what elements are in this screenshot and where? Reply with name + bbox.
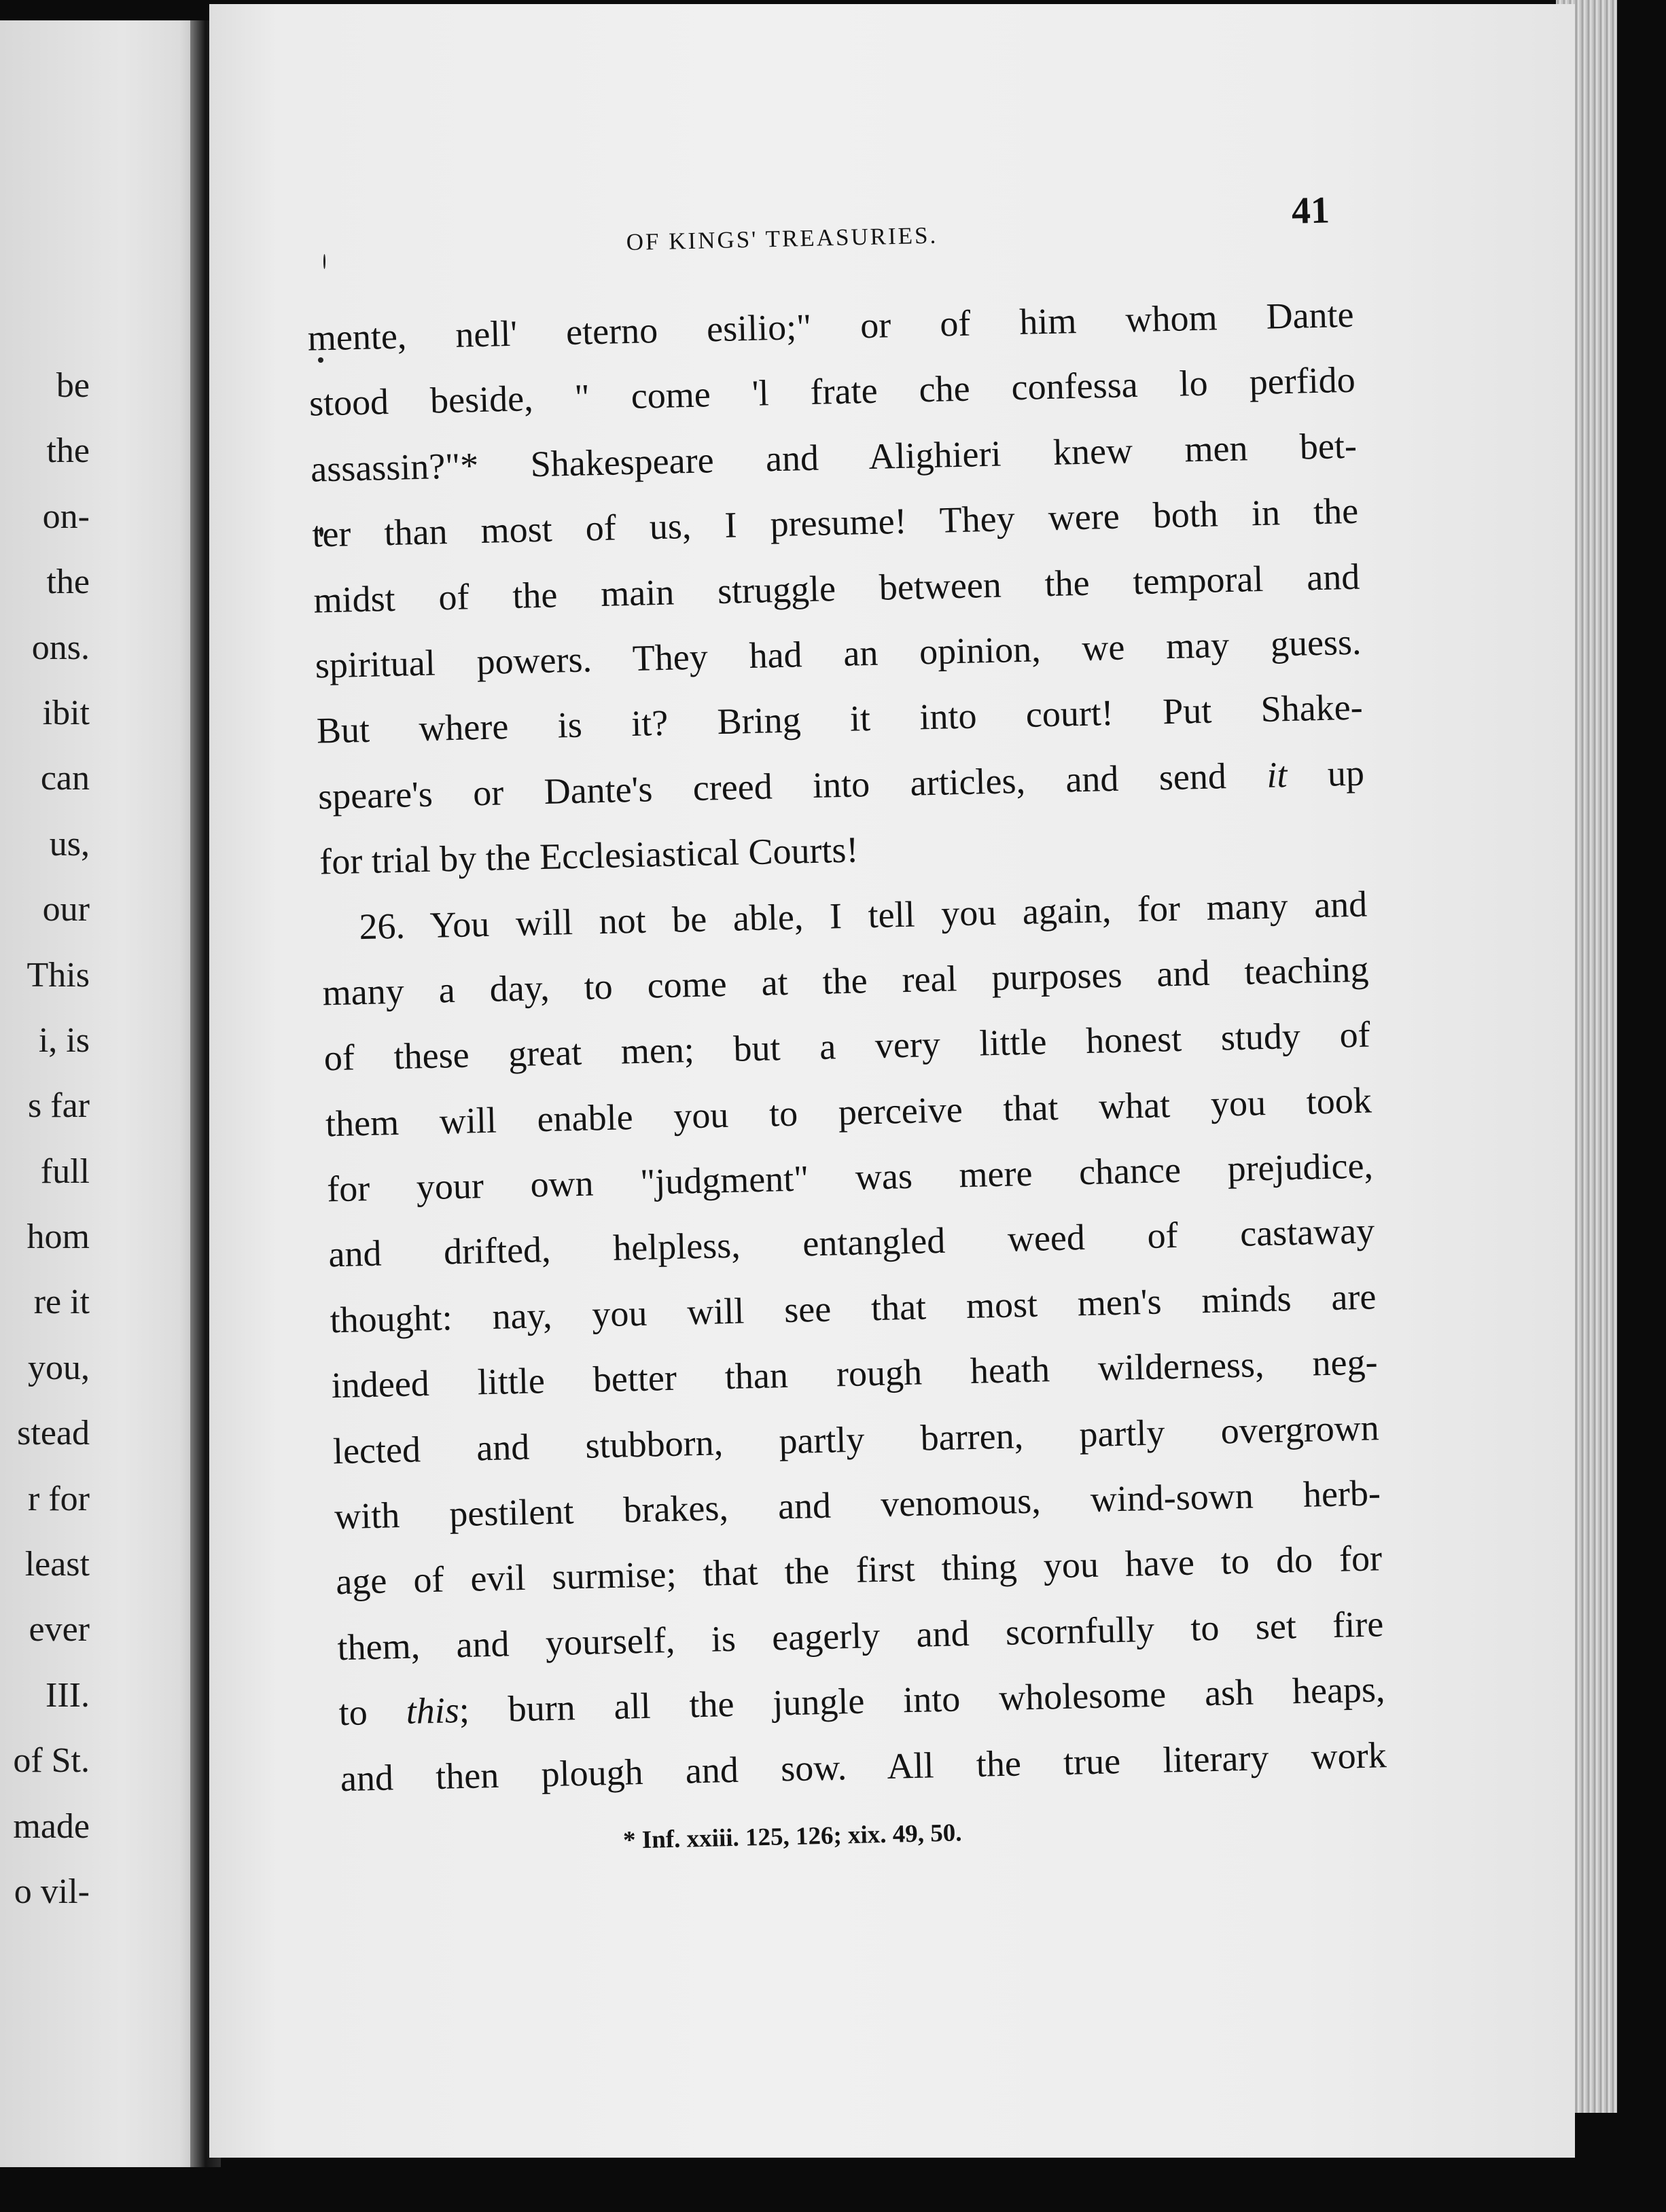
left-line: made [13, 1806, 90, 1846]
text-line: But where is it? Bring it into court! Put Shake- [316, 686, 1364, 751]
left-line: ibit [42, 693, 90, 732]
footnote: * Inf. xxiii. 125, 126; xix. 49, 50. [622, 1819, 962, 1855]
text-line: with pestilent brakes, and venomous, wind-sown herb- [334, 1472, 1381, 1537]
text-line: and then plough and sow. All the true literary work [340, 1734, 1387, 1799]
text-line: for your own "judgment" was mere chance prejudice, [326, 1145, 1374, 1210]
left-line: full [40, 1152, 90, 1191]
text-line: of these great men; but a very little honest study of [323, 1014, 1371, 1079]
left-line: the [46, 431, 90, 471]
left-line: can [40, 759, 90, 798]
text-line: them will enable you to perceive that what you took [325, 1080, 1372, 1145]
text-line: ter than most of us, I presume! They were both in the [311, 490, 1359, 555]
text-segment: ; burn all the jungle into wholesome ash heaps, [459, 1669, 1386, 1731]
text-segment: to [338, 1691, 407, 1734]
left-line: This [26, 955, 90, 995]
previous-page-text [0, 353, 90, 1925]
text-line: indeed little better than rough heath wilderness, neg- [331, 1341, 1379, 1406]
left-line: r for [28, 1479, 90, 1518]
text-line: midst of the main struggle between the temporal and [313, 556, 1360, 621]
text-line: thought: nay, you will see that most men's minds are [329, 1276, 1377, 1341]
left-line: ever [29, 1610, 90, 1649]
italic-word: it [1266, 753, 1288, 796]
italic-word: this [406, 1690, 460, 1732]
left-line: re it [33, 1283, 90, 1322]
text-line: assassin?"* Shakespeare and Alighieri knew men bet- [310, 425, 1358, 490]
left-line: least [24, 1545, 90, 1584]
text-line: and drifted, helpless, entangled weed of castaway [327, 1210, 1375, 1275]
previous-page-edge [0, 20, 204, 2167]
text-line: stood beside, " come 'l frate che confessa lo perfido [308, 359, 1356, 425]
paragraph-start-line: 26. You will not be able, I tell you again, for many and [358, 883, 1368, 947]
text-line: lected and stubborn, partly barren, partly overgrown [332, 1406, 1380, 1471]
left-line: of St. [13, 1741, 90, 1781]
text-segment: up [1286, 752, 1365, 795]
left-line: be [56, 366, 90, 405]
text-line: them, and yourself, is eagerly and scornfully to set fire [336, 1603, 1384, 1668]
body-text [307, 282, 1387, 1811]
left-line: hom [26, 1217, 90, 1257]
left-line: the [46, 563, 90, 602]
left-line: us, [49, 824, 90, 863]
left-line: o vil- [14, 1872, 90, 1911]
text-line: age of evil surmise; that the first thing you have to do for [335, 1537, 1383, 1603]
left-line: i, is [38, 1020, 90, 1060]
running-head: OF KINGS' TREASURIES. [626, 221, 938, 255]
left-line: s far [28, 1086, 90, 1126]
left-line: our [42, 890, 90, 929]
left-line: ons. [31, 628, 90, 667]
text-line: spiritual powers. They had an opinion, we may guess. [315, 621, 1362, 686]
text-segment: speare's or Dante's creed into articles, and send [317, 754, 1267, 817]
left-line: stead [17, 1414, 90, 1453]
left-line: on- [42, 497, 90, 536]
page-text-block [209, 4, 1575, 2158]
text-line: many a day, to come at the real purposes and teaching [322, 948, 1370, 1014]
book-page [209, 4, 1575, 2158]
text-line: mente, nell' eterno esilio;" or of him whom Dante [307, 293, 1355, 359]
page-number: 41 [1291, 189, 1330, 232]
text-line: for trial by the Ecclesiastical Courts! [319, 829, 859, 882]
left-line: you, [28, 1348, 90, 1387]
left-line: III. [46, 1675, 90, 1715]
